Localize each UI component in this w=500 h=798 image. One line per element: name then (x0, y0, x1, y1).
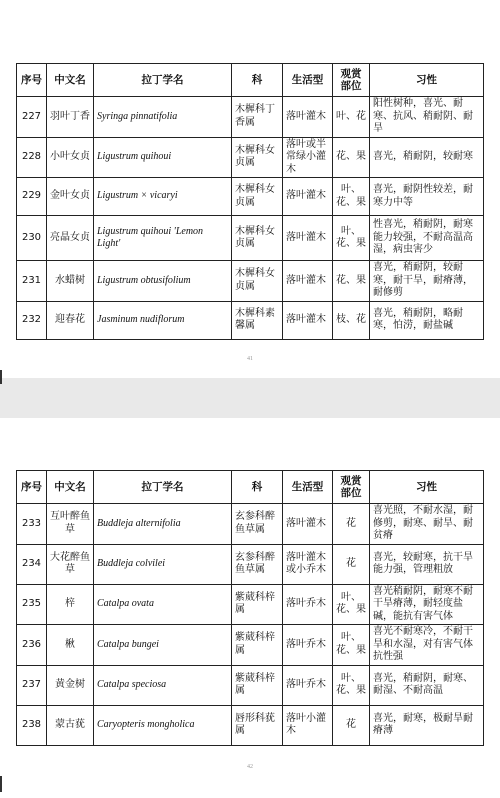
document-page-42 (0, 418, 500, 798)
cell-life-form: 落叶乔木 (283, 584, 333, 625)
page-number: 41 (247, 356, 253, 362)
cell-chinese-name: 楸 (47, 625, 94, 666)
cell-latin-name: Syringa pinnatifolia (94, 97, 232, 138)
cell-chinese-name: 蒙古莸 (47, 705, 94, 745)
table-row (17, 504, 484, 545)
cell-habit: 喜光，耐寒，极耐旱耐瘠薄 (370, 705, 484, 745)
cell-family: 紫葳科梓属 (232, 584, 283, 625)
page-edge-mark (0, 370, 2, 384)
cell-chinese-name: 羽叶丁香 (47, 97, 94, 138)
cell-latin-name: Buddleja alternifolia (94, 504, 232, 545)
cell-family: 玄参科醉鱼草属 (232, 544, 283, 584)
cell-latin-name: Ligustrum quihoui 'Lemon Light' (94, 216, 232, 261)
cell-life-form: 落叶灌木 (283, 216, 333, 261)
cell-chinese-name: 迎春花 (47, 301, 94, 339)
cell-latin-name: Ligustrum quihoui (94, 137, 232, 178)
table-row (17, 625, 484, 666)
table-row (17, 137, 484, 178)
cell-habit: 喜光，稍耐阴，较耐寒 (370, 137, 484, 178)
cell-life-form: 落叶灌木 (283, 97, 333, 138)
cell-life-form: 落叶或半常绿小灌木 (283, 137, 333, 178)
table-row (17, 261, 484, 302)
cell-life-form: 落叶灌木 (283, 504, 333, 545)
cell-chinese-name: 互叶醉鱼草 (47, 504, 94, 545)
cell-family: 木樨科女贞属 (232, 216, 283, 261)
cell-no: 236 (17, 625, 47, 666)
table-row (17, 178, 484, 216)
header-row (17, 471, 484, 504)
cell-family: 紫葳科梓属 (232, 625, 283, 666)
cell-family: 木樨科女贞属 (232, 178, 283, 216)
header-family: 科 (232, 64, 283, 97)
table-row (17, 97, 484, 138)
cell-life-form: 落叶灌木或小乔木 (283, 544, 333, 584)
cell-chinese-name: 小叶女贞 (47, 137, 94, 178)
cell-habit: 喜光照，不耐水湿，耐修剪，耐寒、耐旱、耐贫瘠 (370, 504, 484, 545)
cell-chinese-name: 亮晶女贞 (47, 216, 94, 261)
cell-family: 木樨科女贞属 (232, 261, 283, 302)
cell-habit: 喜光稍耐阴，耐寒不耐干旱瘠薄，耐轻度盐碱，能抗有害气体 (370, 584, 484, 625)
cell-chinese-name: 黄金树 (47, 665, 94, 705)
header-chinese-name: 中文名 (47, 64, 94, 97)
cell-life-form: 落叶灌木 (283, 178, 333, 216)
cell-no: 235 (17, 584, 47, 625)
cell-no: 227 (17, 97, 47, 138)
cell-no: 238 (17, 705, 47, 745)
cell-habit: 喜光，耐阴性较差，耐寒力中等 (370, 178, 484, 216)
cell-ornamental-part: 花、果 (333, 137, 370, 178)
plant-table-page-42 (16, 470, 484, 746)
cell-ornamental-part: 花 (333, 705, 370, 745)
header-latin-name: 拉丁学名 (94, 471, 232, 504)
header-ornamental-part: 观赏部位 (333, 64, 370, 97)
cell-life-form: 落叶灌木 (283, 301, 333, 339)
cell-chinese-name: 大花醉鱼草 (47, 544, 94, 584)
cell-ornamental-part: 枝、花 (333, 301, 370, 339)
cell-latin-name: Jasminum nudiflorum (94, 301, 232, 339)
cell-ornamental-part: 花 (333, 544, 370, 584)
cell-life-form: 落叶小灌木 (283, 705, 333, 745)
cell-latin-name: Buddleja colvilei (94, 544, 232, 584)
header-habit: 习性 (370, 471, 484, 504)
plant-table-page-41 (16, 63, 484, 340)
cell-no: 232 (17, 301, 47, 339)
cell-chinese-name: 梓 (47, 584, 94, 625)
cell-habit: 性喜光，稍耐阴，耐寒能力较强，不耐高温高湿，病虫害少 (370, 216, 484, 261)
table-row (17, 216, 484, 261)
cell-no: 234 (17, 544, 47, 584)
cell-latin-name: Caryopteris mongholica (94, 705, 232, 745)
header-ornamental-part: 观赏部位 (333, 471, 370, 504)
cell-latin-name: Ligustrum × vicaryi (94, 178, 232, 216)
header-row (17, 64, 484, 97)
cell-habit: 喜光，较耐寒，抗干旱能力强，管理粗放 (370, 544, 484, 584)
table-row (17, 705, 484, 745)
page-gap (0, 378, 500, 418)
cell-ornamental-part: 叶、花、果 (333, 216, 370, 261)
cell-ornamental-part: 花 (333, 504, 370, 545)
cell-habit: 阳性树种，喜光、耐寒、抗风、稍耐阴、耐旱 (370, 97, 484, 138)
page-number: 42 (247, 764, 253, 770)
cell-life-form: 落叶乔木 (283, 665, 333, 705)
cell-ornamental-part: 叶、花、果 (333, 625, 370, 666)
cell-habit: 喜光，稍耐阴，略耐寒，怕涝，耐盐碱 (370, 301, 484, 339)
cell-latin-name: Catalpa bungei (94, 625, 232, 666)
cell-habit: 喜光不耐寒冷，不耐干旱和水湿，对有害气体抗性强 (370, 625, 484, 666)
header-habit: 习性 (370, 64, 484, 97)
cell-latin-name: Catalpa ovata (94, 584, 232, 625)
header-no: 序号 (17, 471, 47, 504)
cell-ornamental-part: 叶、花、果 (333, 178, 370, 216)
table-row (17, 584, 484, 625)
cell-family: 唇形科莸属 (232, 705, 283, 745)
cell-chinese-name: 金叶女贞 (47, 178, 94, 216)
cell-family: 木樨科女贞属 (232, 137, 283, 178)
cell-life-form: 落叶乔木 (283, 625, 333, 666)
header-chinese-name: 中文名 (47, 471, 94, 504)
cell-no: 233 (17, 504, 47, 545)
cell-family: 紫葳科梓属 (232, 665, 283, 705)
cell-ornamental-part: 叶、花 (333, 97, 370, 138)
cell-no: 231 (17, 261, 47, 302)
header-life-form: 生活型 (283, 64, 333, 97)
cell-no: 230 (17, 216, 47, 261)
document-page-41 (0, 0, 500, 378)
cell-family: 玄参科醉鱼草属 (232, 504, 283, 545)
cell-chinese-name: 水蜡树 (47, 261, 94, 302)
header-no: 序号 (17, 64, 47, 97)
table-row (17, 544, 484, 584)
header-latin-name: 拉丁学名 (94, 64, 232, 97)
cell-no: 228 (17, 137, 47, 178)
cell-ornamental-part: 叶、花、果 (333, 584, 370, 625)
cell-family: 木樨科丁香属 (232, 97, 283, 138)
header-life-form: 生活型 (283, 471, 333, 504)
cell-latin-name: Ligustrum obtusifolium (94, 261, 232, 302)
cell-habit: 喜光，稍耐阴，较耐寒，耐干旱，耐瘠薄，耐修剪 (370, 261, 484, 302)
cell-habit: 喜光，稍耐阴，耐寒、耐湿、不耐高温 (370, 665, 484, 705)
header-family: 科 (232, 471, 283, 504)
cell-no: 237 (17, 665, 47, 705)
cell-no: 229 (17, 178, 47, 216)
cell-ornamental-part: 叶、花、果 (333, 665, 370, 705)
table-row (17, 301, 484, 339)
table-row (17, 665, 484, 705)
cell-family: 木樨科素馨属 (232, 301, 283, 339)
page-edge-mark (0, 776, 2, 792)
cell-life-form: 落叶灌木 (283, 261, 333, 302)
cell-latin-name: Catalpa speciosa (94, 665, 232, 705)
cell-ornamental-part: 花、果 (333, 261, 370, 302)
